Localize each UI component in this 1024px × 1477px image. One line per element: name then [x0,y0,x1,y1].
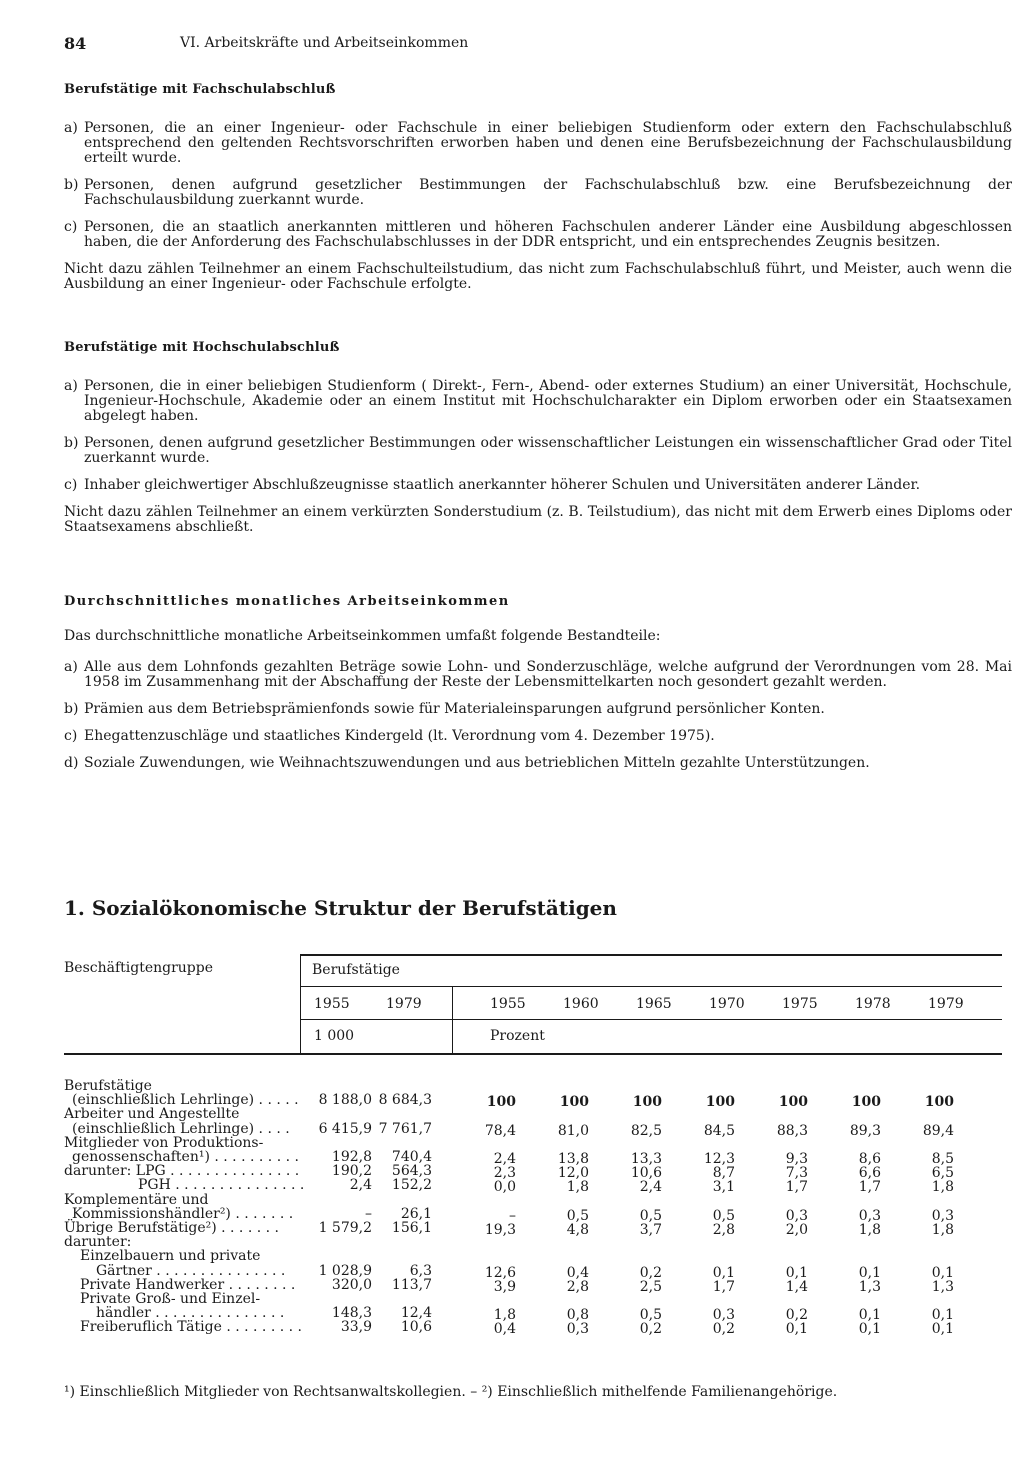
list-item [64,121,1012,166]
year-header: 1979 [386,996,422,1012]
table-cell: 10,6 [400,1319,432,1336]
header-year-rule [300,1019,1002,1020]
item-text: Personen, die an staatlich anerkannten mittleren und höheren Fachschulen anderer Länder eine Ausbildung abgeschlossen haben, die der Anforderung des Fachschulabschlusses in der DDR entspricht, und ein entsprechendes Zeugnis besitzen. [84,219,1012,250]
section-note: Nicht dazu zählen Teilnehmer an einem verkürzten Sonderstudium (z. B. Teilstudium), das nicht mit dem Erwerb eines Diploms oder Staatsexamens abschließt. [64,504,1012,535]
table-cell: 100 [778,1094,808,1111]
table-cell: 2,4 [493,1151,516,1167]
table-cell: 7,3 [785,1165,808,1182]
table-cell: 0,2 [785,1307,808,1324]
table-cell: 2,5 [639,1278,662,1295]
table-cell: 100 [632,1094,662,1111]
table-cell: 0,3 [785,1207,808,1224]
stub-header: Beschäftigtengruppe [64,960,214,976]
table-cell: 0,3 [931,1207,954,1224]
table-cell: 9,3 [785,1151,808,1167]
year-header: 1960 [563,996,599,1012]
table-footnote: ¹) Einschließlich Mitglieder von Rechtsanwaltskollegien. – ²) Einschließlich mithelfende Familienangehörige. [64,1384,838,1400]
row-label: Übrige Berufstätige²) . . . . . . . [64,1220,279,1236]
section-einkommen [64,594,1012,771]
year-header: 1965 [636,996,672,1012]
section-hochschule [64,340,1012,535]
table-cell: 0,2 [639,1264,662,1281]
table-cell: 1,8 [858,1222,881,1238]
table-cell: 2,8 [566,1278,589,1295]
table-cell: 26,1 [400,1205,432,1222]
table-cell: 320,0 [331,1276,372,1293]
table-cell: 6,6 [858,1165,881,1182]
row-label: Gärtner . . . . . . . . . . . . . . . [96,1262,286,1279]
table-cell: 156,1 [391,1220,432,1236]
item-text: Personen, denen aufgrund gesetzlicher Bestimmungen der Fachschulabschluß bzw. eine Berufsbezeichnung der Fachschulausbildung zuerkannt wurde. [84,177,1012,208]
table-cell: 33,9 [340,1319,372,1336]
table-cell: 100 [705,1094,735,1111]
list-item [64,379,1012,424]
table-cell: 1,7 [858,1179,881,1196]
section-note: Nicht dazu zählen Teilnehmer an einem Fachschulteilstudium, das nicht zum Fachschulabschluß führt, und Meister, auch wenn die Ausbildung an einer Ingenieur- oder Fachschule erfolgte. [64,261,1012,292]
list-item [64,729,1012,744]
row-label: (einschließlich Lehrlinge) . . . . . [72,1092,299,1109]
group-header: Berufstätige [312,962,400,978]
table-cell: 2,8 [712,1222,735,1238]
table-cell: 12,6 [484,1264,516,1281]
table-cell: 1 028,9 [318,1262,372,1279]
chapter-title: VI. Arbeitskräfte und Arbeitseinkommen [180,35,469,51]
year-header: 1979 [928,996,964,1012]
table-cell: 1,8 [931,1179,954,1196]
table-cell: – [365,1205,372,1222]
table-cell: 8,5 [931,1151,954,1167]
item-text: Personen, denen aufgrund gesetzlicher Bestimmungen oder wissenschaftlicher Leistungen ein wissenschaftlicher Grad oder Titel zuerkannt wurde. [84,435,1012,466]
table-cell: 152,2 [391,1177,432,1194]
row-label: darunter: [64,1234,132,1251]
table-cell: 0,5 [712,1207,735,1224]
table-cell: 2,4 [349,1177,372,1194]
row-label: Arbeiter und Angestellte [64,1106,240,1123]
table-cell: 1,3 [858,1278,881,1295]
item-text: Ehegattenzuschläge und staatliches Kindergeld (lt. Verordnung vom 4. Dezember 1975). [84,728,715,744]
table-cell: 0,8 [566,1307,589,1324]
table-cell: 0,1 [712,1264,735,1281]
row-label: Private Groß- und Einzel- [80,1291,261,1307]
stub-divider [300,954,301,1054]
table-cell: 1 579,2 [318,1220,372,1236]
table-cell: 6 415,9 [318,1120,372,1137]
running-header [64,34,469,53]
list-item [64,478,1012,493]
table-cell: 1,8 [566,1179,589,1196]
table-cell: 192,8 [331,1149,372,1165]
item-text: Soziale Zuwendungen, wie Weihnachtszuwendungen und aus betrieblichen Mitteln gezahlte Unterstützungen. [84,755,870,771]
table-cell: 564,3 [391,1163,432,1180]
row-label: händler . . . . . . . . . . . . . . . [96,1305,285,1322]
table-cell: 88,3 [776,1122,808,1139]
table-cell: 82,5 [630,1122,662,1139]
table-cell: 0,1 [858,1307,881,1324]
unit-divider [452,986,453,1054]
table-cell: 8,6 [858,1151,881,1167]
table-cell: 0,2 [639,1321,662,1338]
table-cell: 89,4 [922,1122,954,1139]
item-label: a) [64,120,78,136]
table-cell: 100 [486,1094,516,1111]
table-cell: 6,5 [931,1165,954,1182]
table-cell: 78,4 [484,1122,516,1139]
table-cell: 100 [559,1094,589,1111]
table-cell: 6,3 [409,1262,432,1279]
section-intro: Das durchschnittliche monatliche Arbeitseinkommen umfaßt folgende Bestandteile: [64,628,661,644]
list-item [64,436,1012,466]
item-label: b) [64,177,79,193]
year-header: 1955 [314,996,350,1012]
unit-label-abs: 1 000 [314,1028,355,1044]
table-cell: 84,5 [703,1122,735,1139]
table-cell: 2,4 [639,1179,662,1196]
table-cell: 12,4 [400,1305,432,1322]
table-cell: 1,7 [712,1278,735,1295]
table-cell: 8 188,0 [318,1092,372,1109]
table-cell: 19,3 [484,1222,516,1238]
row-label: Private Handwerker . . . . . . . . [80,1276,296,1293]
table-cell: 4,8 [566,1222,589,1238]
item-text: Personen, die an einer Ingenieur- oder Fachschule in einer beliebigen Studienform oder extern den Fachschulabschluß entsprechend den geltenden Rechtsvorschriften erworben haben und denen eine Berufsbezeichnung der Fachschulausbildung erteilt wurde. [84,120,1012,166]
table-cell: 13,8 [557,1151,589,1167]
list-item [64,660,1012,690]
table-cell: 10,6 [630,1165,662,1182]
row-label: Kommissionshändler²) . . . . . . . [72,1205,294,1222]
section-title: Berufstätige mit Hochschulabschluß [64,340,340,355]
row-label: genossenschaften¹) . . . . . . . . . . [72,1149,299,1165]
item-label: c) [64,477,78,493]
row-label: Mitglieder von Produktions- [64,1134,264,1151]
table-cell: 1,8 [931,1222,954,1238]
table-cell: 0,1 [931,1321,954,1338]
table-cell: 100 [851,1094,881,1111]
item-text: Prämien aus dem Betriebsprämienfonds sowie für Materialeinsparungen aufgrund persönlicher Konten. [84,701,825,717]
list-item [64,756,1012,771]
item-text: Alle aus dem Lohnfonds gezahlten Beträge sowie Lohn- und Sonderzuschläge, welche aufgrund der Verordnungen vom 28. Mai 1958 im Zusammenhang mit der Abschaffung der Reste der Lebensmittelkarten noch gesondert gezahlt werden. [84,659,1012,690]
table-cell: 0,5 [639,1207,662,1224]
row-label: darunter: LPG . . . . . . . . . . . . . . . [64,1163,300,1180]
header-top-rule [300,954,1002,956]
table-cell: 89,3 [849,1122,881,1139]
table-cell: 3,9 [493,1278,516,1295]
table-cell: 12,0 [557,1165,589,1182]
page-number: 84 [64,34,87,53]
unit-label-pct: Prozent [490,1028,545,1044]
row-label: PGH . . . . . . . . . . . . . . . [138,1177,305,1194]
table-cell: 0,3 [858,1207,881,1224]
item-label: b) [64,701,79,717]
table-cell: 2,0 [785,1222,808,1238]
table-cell: – [509,1207,516,1224]
table-cell: 2,3 [493,1165,516,1182]
table-cell: 0,1 [858,1264,881,1281]
table-cell: 0,2 [712,1321,735,1338]
section-title: Berufstätige mit Fachschulabschluß [64,82,336,97]
year-header: 1955 [490,996,526,1012]
table-cell: 0,1 [785,1321,808,1338]
table-cell: 0,1 [931,1264,954,1281]
table-cell: 3,1 [712,1179,735,1196]
item-label: d) [64,755,79,771]
table-cell: 0,5 [566,1207,589,1224]
list-item [64,702,1012,717]
table-cell: 1,8 [493,1307,516,1324]
table-cell: 3,7 [639,1222,662,1238]
table-cell: 740,4 [391,1149,432,1165]
table-cell: 0,4 [566,1264,589,1281]
year-header: 1978 [855,996,891,1012]
table-cell: 100 [924,1094,954,1111]
table-cell: 1,7 [785,1179,808,1196]
row-label: Einzelbauern und private [80,1248,261,1265]
list-item [64,178,1012,208]
table-cell: 0,3 [566,1321,589,1338]
row-label: (einschließlich Lehrlinge) . . . . [72,1120,290,1137]
item-label: c) [64,728,78,744]
row-label: Freiberuflich Tätige . . . . . . . . . [80,1319,302,1336]
item-label: a) [64,659,78,675]
table-cell: 0,1 [785,1264,808,1281]
table-cell: 0,3 [712,1307,735,1324]
table-cell: 7 761,7 [378,1120,432,1137]
section-fachschule [64,82,1012,292]
table-cell: 13,3 [630,1151,662,1167]
item-label: a) [64,378,78,394]
table-cell: 0,1 [858,1321,881,1338]
year-header: 1970 [709,996,745,1012]
header-mid-rule [300,986,1002,987]
table-cell: 0,1 [931,1307,954,1324]
table-cell: 12,3 [703,1151,735,1167]
header-bottom-rule [64,1053,1002,1055]
year-header: 1975 [782,996,818,1012]
table-cell: 81,0 [557,1122,589,1139]
table-title: 1. Sozialökonomische Struktur der Berufstätigen [64,896,617,920]
table-cell: 8 684,3 [378,1092,432,1109]
table-cell: 113,7 [391,1276,432,1293]
table-cell: 1,4 [785,1278,808,1295]
table-cell: 0,4 [493,1321,516,1338]
row-label: Komplementäre und [64,1191,209,1208]
table-cell: 0,5 [639,1307,662,1324]
item-text: Inhaber gleichwertiger Abschlußzeugnisse staatlich anerkannter höherer Schulen und Universitäten anderer Länder. [84,477,921,493]
list-item [64,220,1012,250]
section-title: Durchschnittliches monatliches Arbeitseinkommen [64,594,510,609]
item-label: c) [64,219,78,235]
table-cell: 148,3 [331,1305,372,1322]
table-cell: 1,3 [931,1278,954,1295]
table-cell: 190,2 [331,1163,372,1180]
row-label: Berufstätige [64,1078,152,1094]
table-cell: 8,7 [712,1165,735,1182]
item-text: Personen, die in einer beliebigen Studienform ( Direkt-, Fern-, Abend- oder externes Studium) an einer Universität, Hochschule, Ingenieur-Hochschule, Akademie oder an einem Institut mit Hochschulcharakter ein Diplom erworben oder ein Staatsexamen abgelegt haben. [84,378,1012,424]
item-label: b) [64,435,79,451]
table-cell: 0,0 [493,1179,516,1196]
